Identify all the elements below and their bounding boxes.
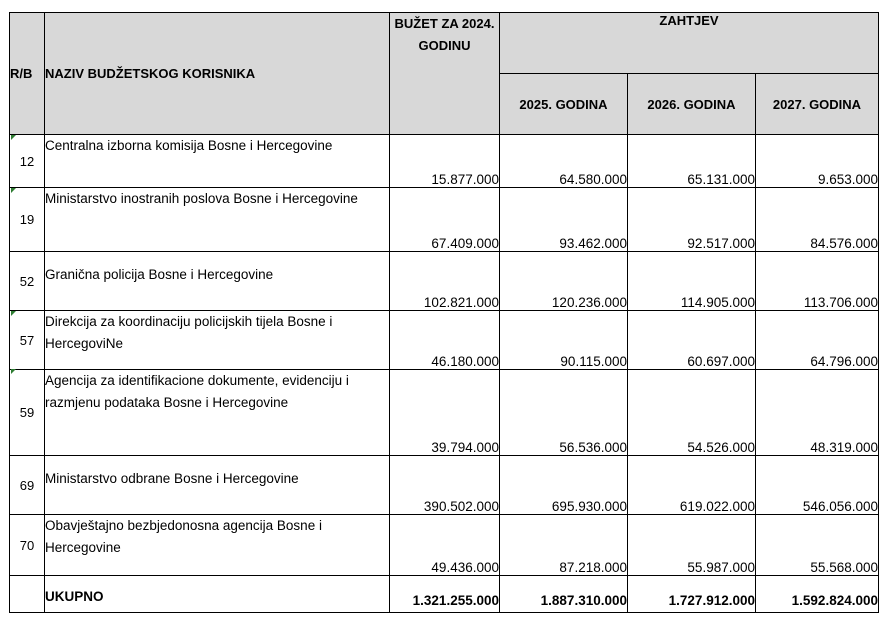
row-budget: 15.877.000 <box>390 135 500 188</box>
row-rb: 52 <box>10 252 45 311</box>
table-row <box>10 515 879 576</box>
header-budget: BUŽET ZA 2024. GODINU <box>390 13 500 135</box>
table-row <box>10 188 879 252</box>
total-2027: 1.592.824.000 <box>756 576 879 613</box>
row-2027: 546.056.000 <box>756 456 879 515</box>
total-budget: 1.321.255.000 <box>390 576 500 613</box>
row-2026: 114.905.000 <box>628 252 756 311</box>
total-row <box>10 576 879 613</box>
row-name: Granična policija Bosne i Hercegovine <box>45 252 390 311</box>
row-rb: 70 <box>10 515 45 576</box>
row-rb: 59 <box>10 370 45 456</box>
row-2025: 64.580.000 <box>500 135 628 188</box>
row-name: Ministarstvo inostranih poslova Bosne i Hercegovine <box>45 188 390 252</box>
row-2027: 9.653.000 <box>756 135 879 188</box>
row-name: Direkcija za koordinaciju policijskih tijela Bosne i HercegoviNe <box>45 311 390 370</box>
row-2027: 113.706.000 <box>756 252 879 311</box>
cell-marker-icon <box>11 188 16 193</box>
table-row <box>10 311 879 370</box>
row-rb: 12 <box>10 135 45 188</box>
table-row <box>10 135 879 188</box>
row-2026: 55.987.000 <box>628 515 756 576</box>
table-row <box>10 456 879 515</box>
row-rb: 57 <box>10 311 45 370</box>
row-budget: 39.794.000 <box>390 370 500 456</box>
total-2025: 1.887.310.000 <box>500 576 628 613</box>
cell-marker-icon <box>11 311 16 316</box>
row-2027: 84.576.000 <box>756 188 879 252</box>
row-2026: 65.131.000 <box>628 135 756 188</box>
header-request: ZAHTJEV <box>500 13 879 74</box>
row-2027: 48.319.000 <box>756 370 879 456</box>
header-year-2025: 2025. GODINA <box>500 74 628 135</box>
row-budget: 102.821.000 <box>390 252 500 311</box>
cell-marker-icon <box>11 369 16 374</box>
row-2025: 56.536.000 <box>500 370 628 456</box>
row-2027: 55.568.000 <box>756 515 879 576</box>
row-budget: 390.502.000 <box>390 456 500 515</box>
row-2025: 120.236.000 <box>500 252 628 311</box>
row-2025: 93.462.000 <box>500 188 628 252</box>
row-budget: 46.180.000 <box>390 311 500 370</box>
row-2027: 64.796.000 <box>756 311 879 370</box>
header-name: NAZIV BUDŽETSKOG KORISNIKA <box>45 13 390 135</box>
row-2025: 695.930.000 <box>500 456 628 515</box>
row-2025: 90.115.000 <box>500 311 628 370</box>
header-year-2027: 2027. GODINA <box>756 74 879 135</box>
row-2026: 619.022.000 <box>628 456 756 515</box>
row-name: Agencija za identifikacione dokumente, evidenciju i razmjenu podataka Bosne i Hercegovine <box>45 370 390 456</box>
row-name: Centralna izborna komisija Bosne i Hercegovine <box>45 135 390 188</box>
total-label: UKUPNO <box>45 576 390 613</box>
row-budget: 49.436.000 <box>390 515 500 576</box>
row-rb: 69 <box>10 456 45 515</box>
budget-table <box>9 12 879 613</box>
row-name: Ministarstvo odbrane Bosne i Hercegovine <box>45 456 390 515</box>
table-row <box>10 252 879 311</box>
total-2026: 1.727.912.000 <box>628 576 756 613</box>
row-rb: 19 <box>10 188 45 252</box>
header-rb: R/B <box>10 13 45 135</box>
table-row <box>10 370 879 456</box>
total-rb <box>10 576 45 613</box>
row-2026: 60.697.000 <box>628 311 756 370</box>
row-2026: 54.526.000 <box>628 370 756 456</box>
row-name: Obavještajno bezbjedonosna agencija Bosne i Hercegovine <box>45 515 390 576</box>
row-2025: 87.218.000 <box>500 515 628 576</box>
header-year-2026: 2026. GODINA <box>628 74 756 135</box>
cell-marker-icon <box>11 135 16 140</box>
row-2026: 92.517.000 <box>628 188 756 252</box>
row-budget: 67.409.000 <box>390 188 500 252</box>
